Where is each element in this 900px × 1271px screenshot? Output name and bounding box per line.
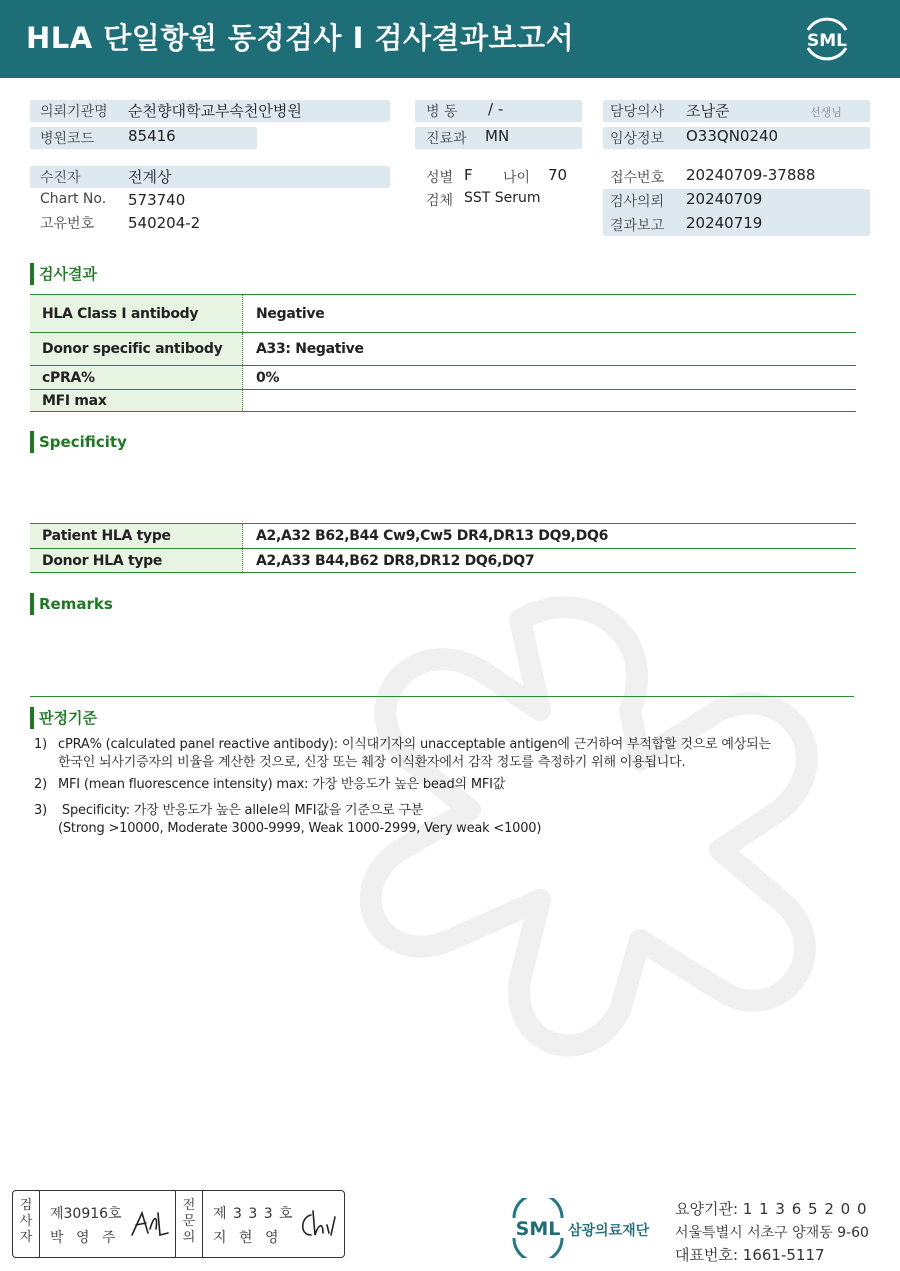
request-label: 검사의뢰 <box>610 194 665 210</box>
clinical-value: O33QN0240 <box>686 127 779 145</box>
result-value: A33: Negative <box>256 341 364 357</box>
specialist-label <box>176 1191 203 1257</box>
result-value <box>243 390 856 411</box>
result-value: Negative <box>256 305 325 322</box>
hla-key: Patient HLA type <box>30 524 243 548</box>
doctor-suffix: 선생님 <box>810 106 842 119</box>
criteria-item-1 <box>34 736 771 772</box>
specialist-name: 지 현 영 <box>213 1230 283 1246</box>
band-patient <box>30 166 390 188</box>
footer-org-name: 삼광의료재단 <box>568 1223 650 1239</box>
examiner-cell <box>40 1191 176 1257</box>
sex-label: 성별 <box>426 170 454 186</box>
doctor-label: 담당의사 <box>610 104 665 120</box>
footer-org-code <box>675 1198 868 1219</box>
examiner-label-text: 검사자 <box>19 1198 33 1245</box>
specialist-no: 제 3 3 3 호 <box>213 1206 294 1222</box>
footer-logo <box>510 1198 660 1262</box>
logo-text: SML <box>807 31 847 51</box>
request-value: 20240709 <box>686 190 763 208</box>
org-code-value: 1 1 3 6 5 2 0 0 <box>742 1200 868 1218</box>
table-row <box>30 294 856 332</box>
report-header <box>0 0 900 78</box>
institution-value: 순천향대학교부속천안병원 <box>128 102 302 120</box>
criteria-num: 2) <box>34 777 47 792</box>
specialist-cell <box>203 1191 344 1257</box>
signature-box <box>12 1190 345 1258</box>
table-row <box>30 548 856 573</box>
receipt-value: 20240709-37888 <box>686 166 816 184</box>
id-label: 고유번호 <box>40 216 95 232</box>
phone-label: 대표번호: <box>675 1246 739 1264</box>
chart-label: Chart No. <box>40 191 107 207</box>
hospital-code-label: 병원코드 <box>40 131 95 147</box>
section-remarks-title: Remarks <box>30 593 113 615</box>
result-value: 0% <box>256 369 280 386</box>
institution-label: 의뢰기관명 <box>40 104 108 120</box>
criteria-item-2 <box>34 776 505 794</box>
id-value: 540204-2 <box>128 214 201 232</box>
footer-sml-logo-icon <box>510 1198 660 1258</box>
receipt-label: 접수번호 <box>610 170 665 186</box>
result-key: cPRA% <box>30 366 243 389</box>
criteria-num: 3) <box>34 803 47 818</box>
sml-logo-icon <box>800 12 854 66</box>
criteria-text: Specificity: 가장 반응도가 높은 allele의 MFI값을 기준으로 구분 <box>58 803 424 818</box>
section-specificity-title: Specificity <box>30 431 127 453</box>
remarks-divider <box>30 696 854 697</box>
dept-value: MN <box>485 127 510 145</box>
specimen-label: 검체 <box>426 193 454 209</box>
section-results-title: 검사결과 <box>30 263 97 285</box>
hla-value: A2,A33 B44,B62 DR8,DR12 DQ6,DQ7 <box>256 552 535 569</box>
org-code-label: 요양기관: <box>675 1200 739 1218</box>
examiner-label <box>13 1191 40 1257</box>
criteria-text: (Strong >10000, Moderate 3000-9999, Weak 1000-2999, Very weak <1000) <box>58 821 542 836</box>
specialist-label-text: 전문의 <box>182 1198 196 1245</box>
ward-label: 병 동 <box>426 104 458 120</box>
clinical-label: 임상정보 <box>610 131 665 147</box>
criteria-text: 한국인 뇌사기증자의 비율을 계산한 것으로, 신장 또는 췌장 이식환자에서 감작 정도를 측정하기 위해 이용됩니다. <box>58 755 686 770</box>
age-label: 나이 <box>503 170 531 186</box>
result-key: MFI max <box>30 390 243 411</box>
specimen-value: SST Serum <box>464 190 541 206</box>
criteria-item-3 <box>34 802 541 838</box>
report-label: 결과보고 <box>610 218 665 234</box>
hospital-code-value: 85416 <box>128 127 176 145</box>
footer-phone <box>675 1244 825 1265</box>
examiner-name: 박 영 주 <box>50 1230 120 1246</box>
report-title: HLA 단일항원 동정검사 I 검사결과보고서 <box>26 21 575 55</box>
phone-value: 1661-5117 <box>742 1246 825 1264</box>
patient-value: 전계상 <box>128 168 172 186</box>
specialist-signature <box>295 1205 341 1243</box>
ward-value: / - <box>488 100 504 118</box>
criteria-num: 1) <box>34 737 47 752</box>
footer-logo-text: SML <box>515 1218 561 1240</box>
table-row <box>30 389 856 412</box>
chart-value: 573740 <box>128 191 186 209</box>
examiner-signature <box>128 1205 172 1243</box>
doctor-value: 조남준 <box>686 102 730 120</box>
report-value: 20240719 <box>686 214 763 232</box>
hla-value: A2,A32 B62,B44 Cw9,Cw5 DR4,DR13 DQ9,DQ6 <box>256 528 609 544</box>
table-row <box>30 332 856 365</box>
dept-label: 진료과 <box>426 131 467 147</box>
table-row <box>30 523 856 548</box>
examiner-no: 제30916호 <box>50 1206 122 1222</box>
footer-address: 서울특별시 서초구 양재동 9-60 <box>675 1225 869 1241</box>
age-value: 70 <box>548 166 568 184</box>
table-row <box>30 365 856 389</box>
section-criteria-title: 판정기준 <box>30 707 97 729</box>
result-key: Donor specific antibody <box>30 333 243 365</box>
criteria-text: MFI (mean fluorescence intensity) max: 가장 반응도가 높은 bead의 MFI값 <box>58 777 506 792</box>
sex-value: F <box>464 166 473 184</box>
hla-key: Donor HLA type <box>30 549 243 572</box>
criteria-text: cPRA% (calculated panel reactive antibody): 이식대기자의 unacceptable antigen에 근거하여 부적합할 것으로 예상되는 <box>58 737 771 752</box>
result-key: HLA Class I antibody <box>30 295 243 332</box>
patient-label: 수진자 <box>40 170 81 186</box>
